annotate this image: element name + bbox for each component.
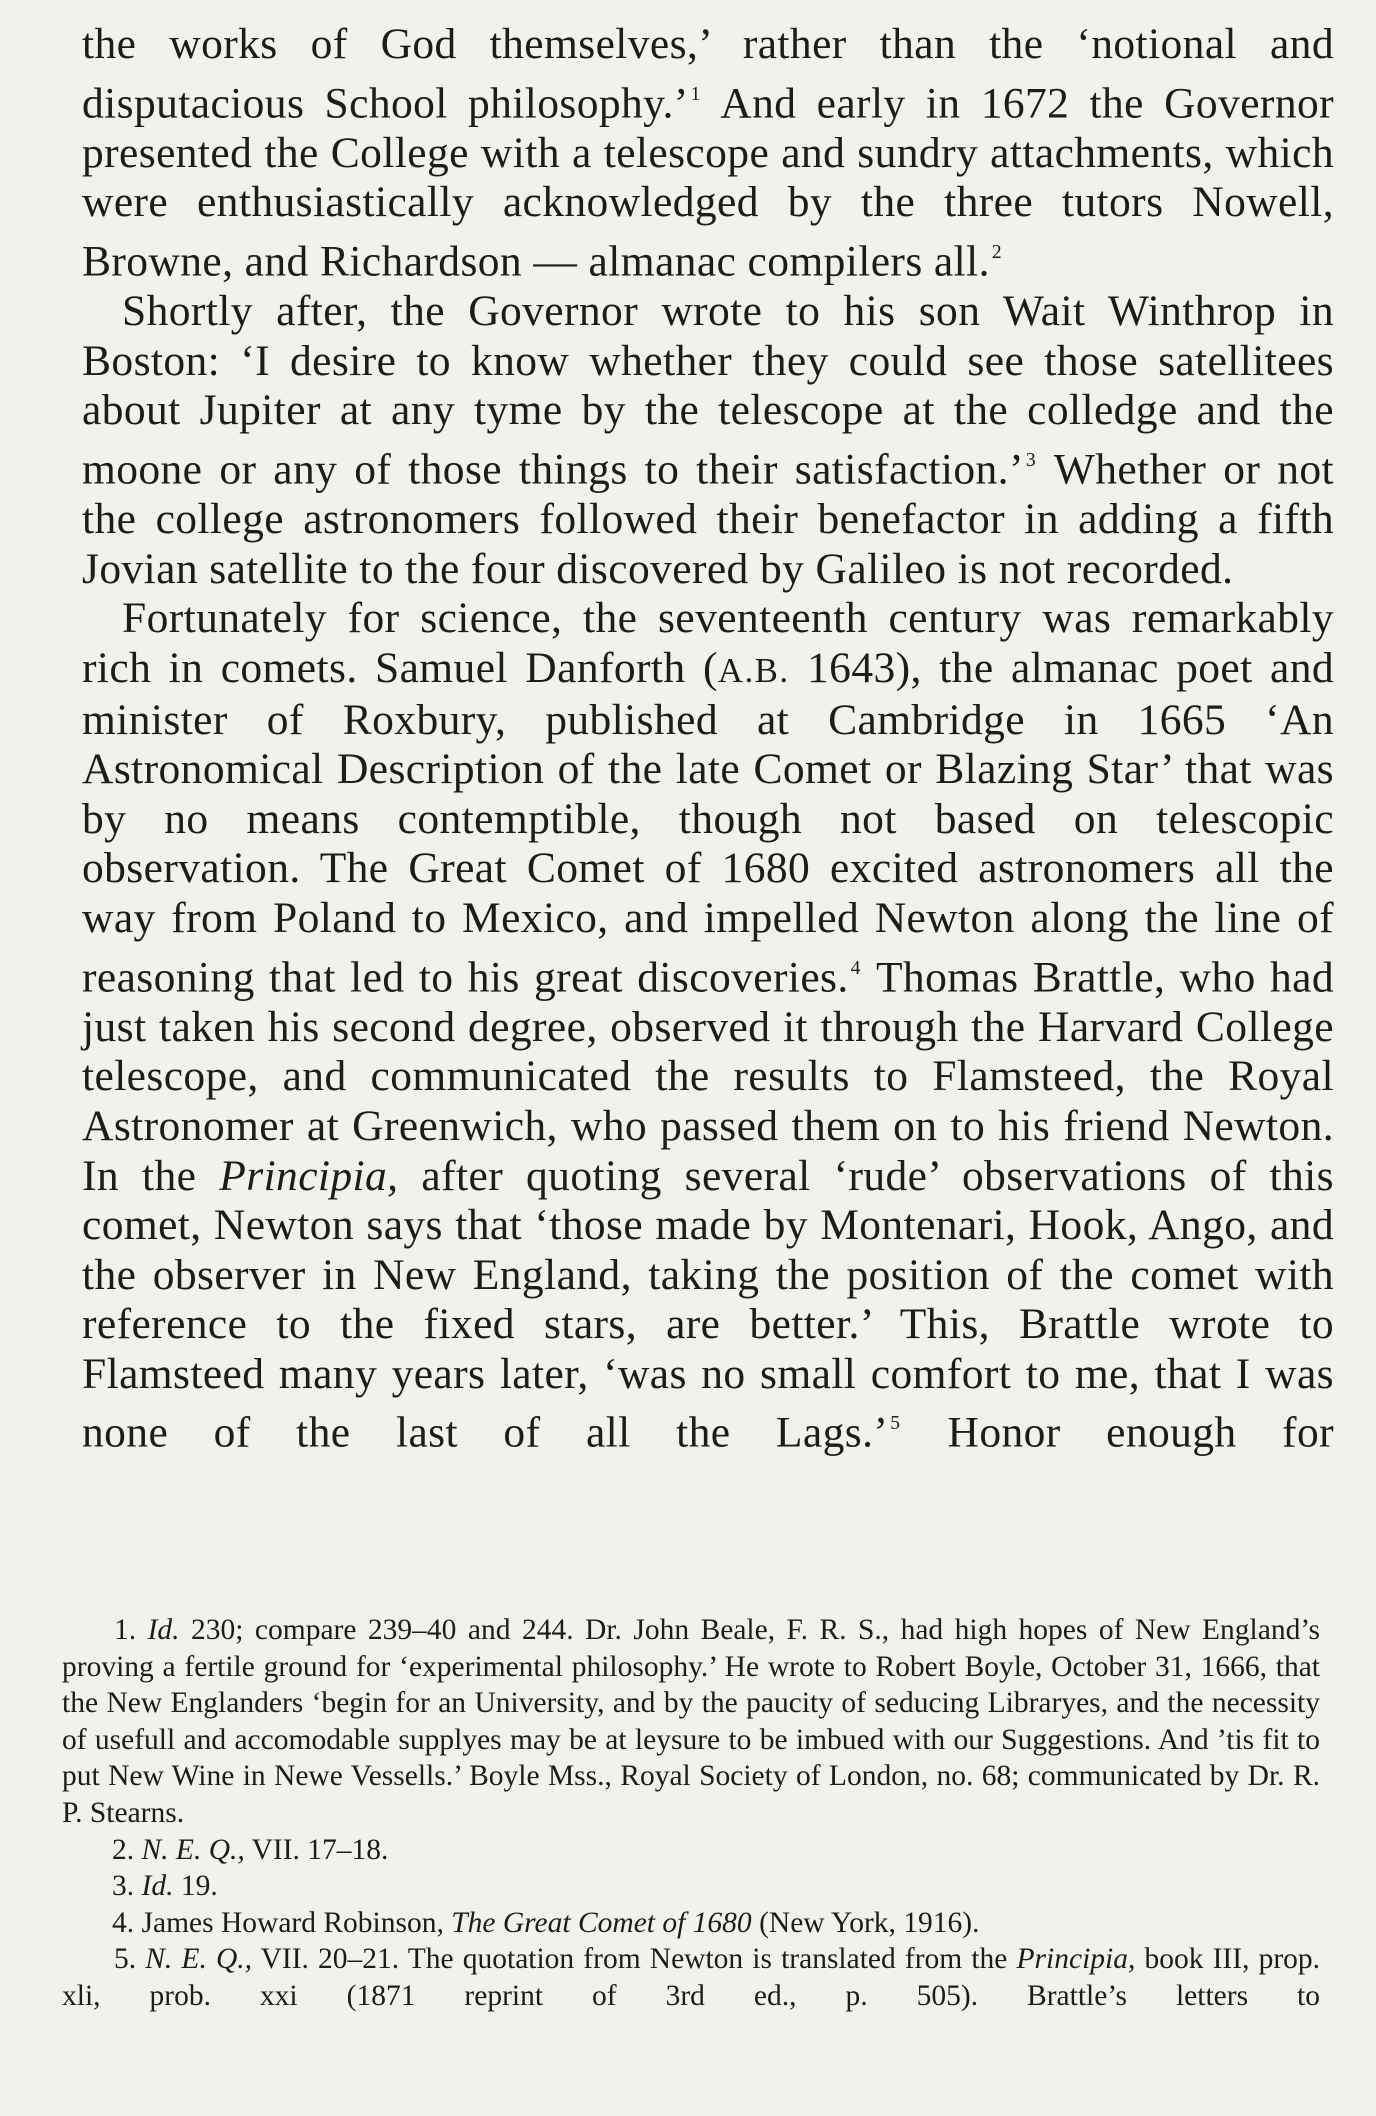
footnote-ref-2: 2 — [991, 241, 1002, 263]
paragraph-1: the works of God themselves,’ rather than the ‘notional and disputacious School philosophy.’ $^1$ And early in 1672 the Governor presented the College with a telescope and sundry attachments, which were enthusiastically acknowledged by the three tutors Nowell, Browne, and Richardson — almanac compilers all. $^2$ — [82, 20, 1334, 286]
main-text — [82, 20, 1334, 1459]
footnote-ref-4: 4 — [850, 957, 861, 979]
paragraph-2: Shortly after, the Governor wrote to his son Wait Winthrop in Boston: ‘I desire to know whether they could see those satellitees about Jupiter at any tyme by the telescope at the colledge and the moone or any of those things to their satisfaction.’ $^3$ Whether or not the college astronomers followed their benefactor in adding a fifth Jovian satellite to the four discovered by Galileo is not recorded. — [82, 287, 1334, 593]
footnote-5: 5. N. E. Q., VII. 20–21. The quotation from Newton is translated from the Principia, book III, prop. xli, prob. xxi (1871 reprint of 3rd ed., p. 505). Brattle’s letters to — [62, 1943, 1321, 2012]
footnote-ref-5: 5 — [890, 1413, 901, 1435]
footnote-3: 3. Id. 19. — [112, 1870, 218, 1903]
footnote-2: 2. N. E. Q., VII. 17–18. — [112, 1833, 389, 1866]
degree-abbreviation: A.B. — [717, 650, 790, 690]
footnote-ref-1: 1 — [690, 83, 701, 105]
footnote-4: 4. James Howard Robinson, The Great Comet of 1680 (New York, 1916). — [112, 1906, 980, 1939]
paragraph-3: Fortunately for science, the seventeenth century was remarkably rich in comets. Samuel Danforth (A.B. 1643), the almanac poet and minister of Roxbury, published at Cambridge in 1665 ‘An Astronomical Description of the late Comet or Blazing Star’ that was by no means contemptible, though not based on telescopic observation. The Great Comet of 1680 excited astronomers all the way from Poland to Mexico, and impelled Newton along the line of reasoning that led to his great discoveries. $^4$ Thomas Brattle, who had just taken his second degree, observed it through the Harvard College telescope, and communicated the results to Flamsteed, the Royal Astronomer at Greenwich, who passed them on to his friend Newton. In the Principia, after quoting several ‘rude’ observations of this comet, Newton says that ‘those made by Montenari, Hook, Ango, and the observer in New England, taking the position of the comet with reference to the fixed stars, are better.’ This, Brattle wrote to Flamsteed many years later, ‘was no small comfort to me, that I was none of the last of all the Lags.’ $^5$ Honor enough for — [82, 594, 1334, 1458]
work-title: Principia, — [219, 1151, 399, 1200]
footnote-ref-3: 3 — [1025, 449, 1036, 471]
footnote-1: 1. Id. 230; compare 239–40 and 244. Dr. John Beale, F. R. S., had high hopes of New England’s proving a fertile ground for ‘experimental philosophy.’ He wrote to Robert Boyle, October 31, 1666, that the New Englanders ‘begin for an University, and by the paucity of seducing Libraryes, and the necessity of usefull and accomodable supplyes may be at leysure to be imbued with our Suggestions. And ’tis fit to put New Wine in Newe Vessells.’ Boyle Mss., Royal Society of London, no. 68; communicated by Dr. R. P. Stearns. — [62, 1614, 1321, 1829]
footnotes — [62, 1612, 1320, 2015]
